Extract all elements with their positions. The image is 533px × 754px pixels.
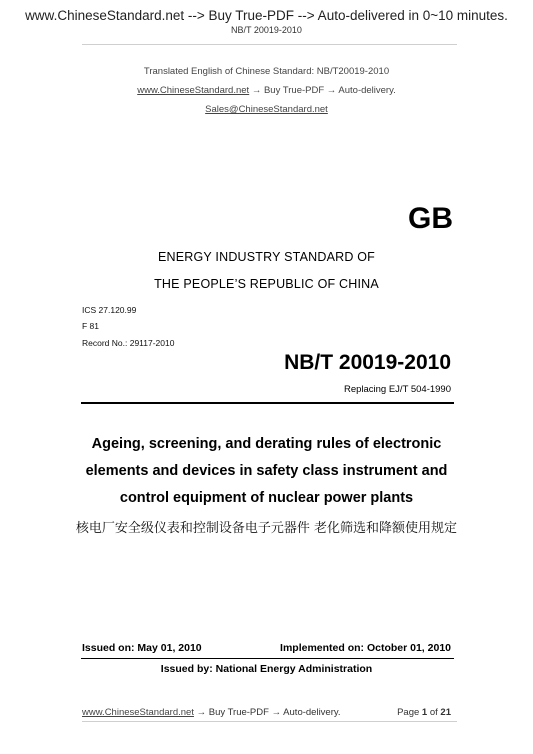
footer-site-link[interactable]: www.ChineseStandard.net [82, 707, 194, 718]
site-link[interactable]: www.ChineseStandard.net [137, 85, 250, 96]
standard-title-line2: THE PEOPLE’S REPUBLIC OF CHINA [154, 277, 379, 291]
header-divider [82, 44, 457, 45]
footer-divider [82, 721, 457, 722]
issue-date: Issued on: May 01, 2010 [82, 642, 202, 654]
record-number: Record No.: 29117-2010 [82, 338, 175, 348]
page-of-label: of [429, 707, 438, 718]
footer-buy-text: → Buy True-PDF → Auto-delivery. [193, 707, 341, 718]
title-divider [81, 402, 454, 404]
doc-title-line3: control equipment of nuclear power plants [119, 490, 414, 506]
sales-email-link[interactable]: Sales@ChineseStandard.net [205, 104, 328, 115]
translation-notice: Translated English of Chinese Standard: NB/T20019-2010 [143, 66, 390, 77]
implementation-date: Implemented on: October 01, 2010 [280, 642, 451, 654]
page-indicator [397, 707, 451, 718]
email-row [0, 104, 533, 115]
footer-links [82, 707, 341, 718]
doc-title-line2: elements and devices in safety class instrument and [85, 463, 448, 479]
current-page: 1 [421, 707, 428, 718]
translation-links [0, 85, 533, 96]
issuing-authority: Issued by: National Energy Administration [160, 663, 373, 675]
total-pages: 21 [440, 707, 451, 718]
document-code: NB/T 20019-2010 [284, 351, 451, 374]
buy-notice-text: → Buy True-PDF → Auto-delivery. [249, 85, 396, 96]
replacing-note: Replacing EJ/T 504-1990 [343, 384, 451, 395]
doc-title-chinese: 核电厂安全级仪表和控制设备电子元器件 老化筛选和降额使用规定 [75, 521, 458, 536]
banner-doc-code: NB/T 20019-2010 [231, 25, 302, 35]
doc-title-line1: Ageing, screening, and derating rules of electronic [91, 436, 442, 452]
category-code: F 81 [82, 321, 100, 331]
ics-code: ICS 27.120.99 [82, 305, 137, 315]
gb-mark: GB [408, 202, 453, 235]
download-banner[interactable]: www.ChineseStandard.net --> Buy True-PDF --> Auto-delivered in 0~10 minutes. [25, 8, 508, 23]
dates-divider [81, 658, 454, 659]
standard-title-line1: ENERGY INDUSTRY STANDARD OF [157, 250, 375, 264]
page-label: Page [397, 707, 420, 718]
